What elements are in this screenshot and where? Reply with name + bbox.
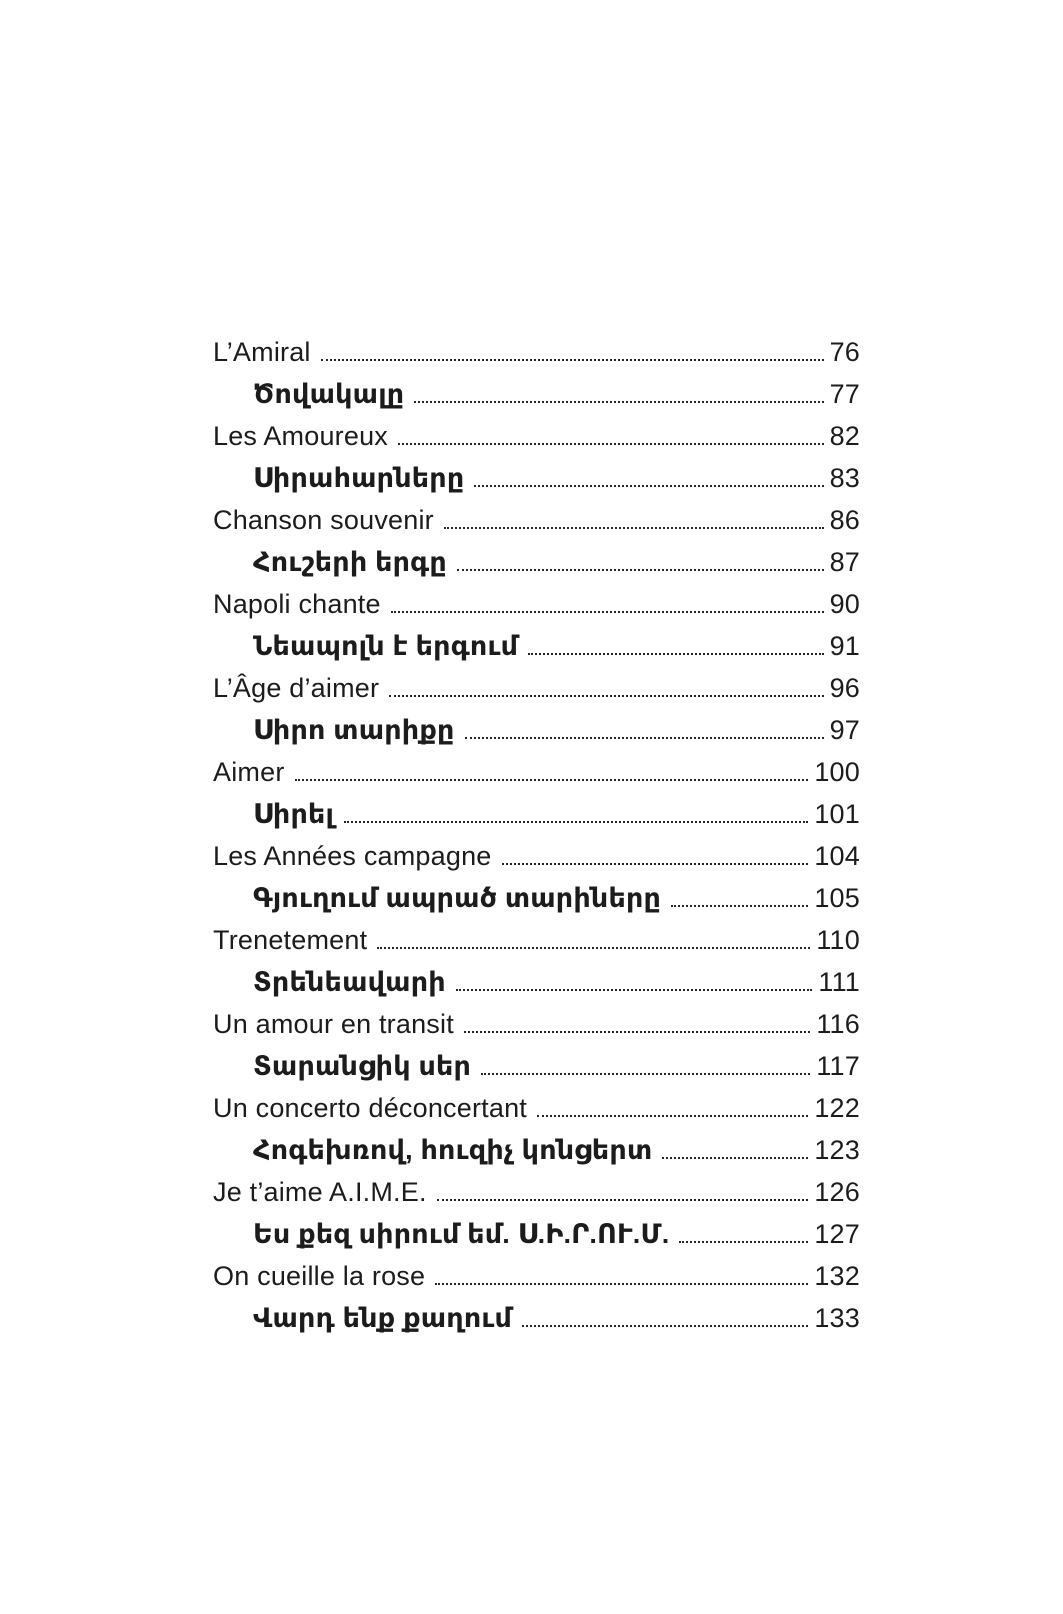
dot-leader bbox=[344, 821, 808, 823]
toc-entry bbox=[213, 709, 860, 751]
entry-page-number: 87 bbox=[829, 547, 860, 577]
entry-page-number: 91 bbox=[829, 631, 860, 661]
entry-page-number: 100 bbox=[814, 757, 860, 787]
dot-leader bbox=[414, 401, 823, 403]
entry-title: Տարանցիկ սեր bbox=[253, 1051, 472, 1081]
dot-leader bbox=[456, 989, 813, 991]
entry-title: Վարդ ենք քաղում bbox=[253, 1303, 513, 1333]
entry-page-number: 97 bbox=[829, 715, 860, 745]
entry-page-number: 77 bbox=[829, 379, 860, 409]
toc-entry bbox=[213, 415, 860, 457]
dot-leader bbox=[474, 485, 823, 487]
entry-page-number: 127 bbox=[814, 1219, 860, 1249]
entry-title: Սիրո տարիքը bbox=[253, 715, 455, 745]
dot-leader bbox=[679, 1241, 808, 1243]
dot-leader bbox=[444, 527, 824, 529]
toc-entry bbox=[213, 877, 860, 919]
entry-page-number: 110 bbox=[816, 925, 860, 955]
toc-entry bbox=[213, 961, 860, 1003]
dot-leader bbox=[321, 359, 824, 361]
entry-page-number: 126 bbox=[814, 1177, 860, 1207]
toc-entry bbox=[213, 625, 860, 667]
dot-leader bbox=[522, 1325, 808, 1327]
entry-title: Les Années campagne bbox=[213, 841, 492, 871]
entry-page-number: 96 bbox=[829, 673, 860, 703]
dot-leader bbox=[437, 1199, 809, 1201]
toc-entry bbox=[213, 1255, 860, 1297]
dot-leader bbox=[464, 1031, 810, 1033]
toc-entry bbox=[213, 1171, 860, 1213]
entry-title: Հուշերի երգը bbox=[253, 547, 447, 577]
toc-entry bbox=[213, 1003, 860, 1045]
entry-page-number: 86 bbox=[829, 505, 860, 535]
dot-leader bbox=[662, 1157, 808, 1159]
dot-leader bbox=[377, 947, 810, 949]
toc-entry bbox=[213, 457, 860, 499]
entry-title: Les Amoureux bbox=[213, 421, 388, 451]
toc-entry bbox=[213, 541, 860, 583]
dot-leader bbox=[391, 611, 824, 613]
toc-entry bbox=[213, 1213, 860, 1255]
dot-leader bbox=[295, 779, 809, 781]
toc-entry bbox=[213, 1045, 860, 1087]
entry-title: On cueille la rose bbox=[213, 1261, 426, 1291]
entry-page-number: 101 bbox=[814, 799, 860, 829]
entry-title: Սիրահարները bbox=[253, 463, 465, 493]
entry-title: Un amour en transit bbox=[213, 1009, 454, 1039]
entry-page-number: 117 bbox=[816, 1051, 860, 1081]
entry-title: Aimer bbox=[213, 757, 285, 787]
entry-page-number: 116 bbox=[816, 1009, 860, 1039]
entry-page-number: 122 bbox=[814, 1093, 860, 1123]
entry-page-number: 83 bbox=[829, 463, 860, 493]
toc-entry bbox=[213, 1129, 860, 1171]
toc-entry bbox=[213, 499, 860, 541]
entry-title: Տրենեավարի bbox=[253, 967, 446, 997]
dot-leader bbox=[465, 737, 824, 739]
toc-entry bbox=[213, 667, 860, 709]
entry-title: Սիրել bbox=[253, 799, 335, 829]
entry-title: Նեապոլն է երգում bbox=[253, 631, 519, 661]
entry-page-number: 132 bbox=[814, 1261, 860, 1291]
dot-leader bbox=[528, 653, 823, 655]
dot-leader bbox=[457, 569, 824, 571]
toc-entry bbox=[213, 1297, 860, 1339]
entry-page-number: 104 bbox=[814, 841, 860, 871]
entry-title: Je t’aime A.I.M.E. bbox=[213, 1177, 427, 1207]
entry-page-number: 76 bbox=[829, 337, 860, 367]
toc-entry bbox=[213, 919, 860, 961]
entry-page-number: 90 bbox=[829, 589, 860, 619]
entry-page-number: 105 bbox=[814, 883, 860, 913]
entry-title: Ես քեզ սիրում եմ. Ս.Ի.Ր.ՈՒ.Մ. bbox=[253, 1219, 670, 1249]
entry-title: Հոգեխռով, հուզիչ կոնցերտ bbox=[253, 1135, 653, 1165]
dot-leader bbox=[481, 1073, 810, 1075]
dot-leader bbox=[502, 863, 809, 865]
entry-page-number: 123 bbox=[814, 1135, 860, 1165]
toc-entry bbox=[213, 793, 860, 835]
toc-entry bbox=[213, 1087, 860, 1129]
dot-leader bbox=[398, 443, 824, 445]
toc-entry bbox=[213, 751, 860, 793]
entry-title: Գյուղում ապրած տարիները bbox=[253, 883, 662, 913]
toc-entry bbox=[213, 835, 860, 877]
entry-page-number: 133 bbox=[814, 1303, 860, 1333]
entry-title: Ծովակալը bbox=[253, 379, 405, 409]
entry-page-number: 82 bbox=[829, 421, 860, 451]
entry-title: L’Âge d’aimer bbox=[213, 673, 380, 703]
dot-leader bbox=[671, 905, 808, 907]
entry-title: L’Amiral bbox=[213, 337, 311, 367]
entry-title: Trenetement bbox=[213, 925, 368, 955]
entry-page-number: 111 bbox=[818, 967, 860, 997]
toc-entry bbox=[213, 331, 860, 373]
entry-title: Napoli chante bbox=[213, 589, 381, 619]
dot-leader bbox=[389, 695, 823, 697]
table-of-contents bbox=[213, 331, 860, 1339]
entry-title: Un concerto déconcertant bbox=[213, 1093, 527, 1123]
entry-title: Chanson souvenir bbox=[213, 505, 434, 535]
toc-entry bbox=[213, 373, 860, 415]
dot-leader bbox=[435, 1283, 808, 1285]
toc-entry bbox=[213, 583, 860, 625]
dot-leader bbox=[537, 1115, 808, 1117]
